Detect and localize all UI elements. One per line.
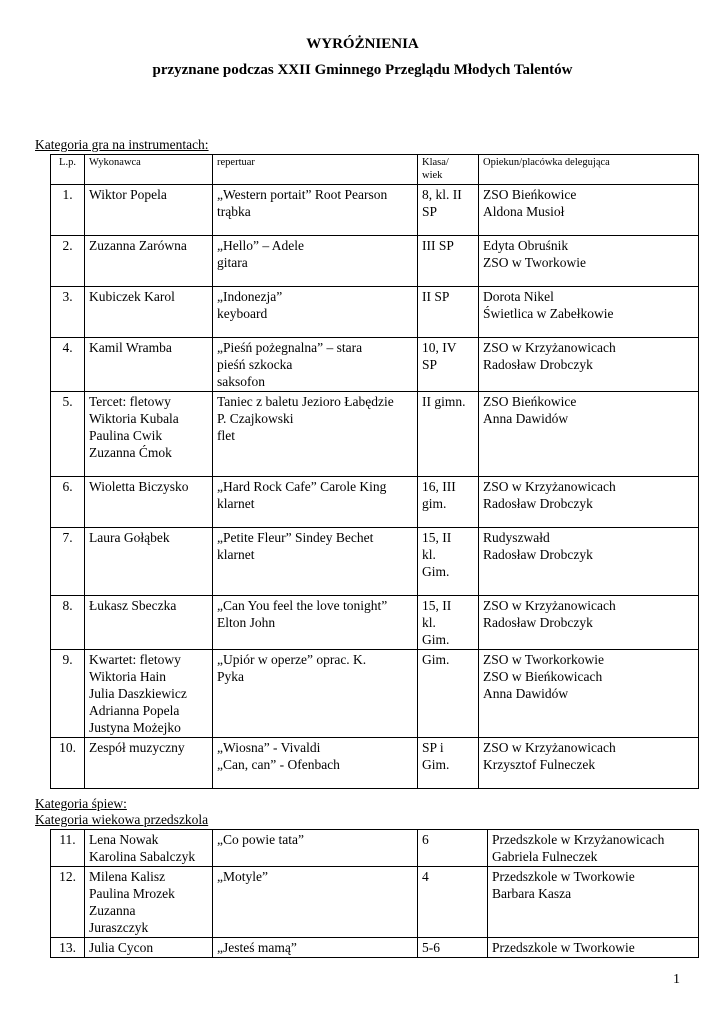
table-row [51,738,699,789]
cell-performer: Kwartet: fletowy Wiktoria Hain Julia Daszkiewicz Adrianna Popela Justyna Możejko [85,650,213,738]
cell-class-age: Gim. [418,650,479,738]
cell-repertoire: „Hello” – Adele gitara [213,236,418,287]
cell-lp: 12. [51,867,85,938]
cell-performer: Kamil Wramba [85,338,213,392]
cell-supervisor: ZSO Bieńkowice Anna Dawidów [479,392,699,477]
header-repertoire: repertuar [213,155,418,185]
cell-supervisor: Przedszkole w Krzyżanowicach Gabriela Fulneczek [488,830,699,867]
table-row [51,477,699,528]
cell-class-age: 5-6 [418,938,488,958]
cell-repertoire: Taniec z baletu Jezioro Łabędzie P. Czajkowski flet [213,392,418,477]
cell-class-age: 15, II kl. Gim. [418,596,479,650]
cell-performer: Zuzanna Zarówna [85,236,213,287]
cell-repertoire: „Indonezja” keyboard [213,287,418,338]
cell-lp: 7. [51,528,85,596]
table-row [51,287,699,338]
cell-repertoire: „Motyle” [213,867,418,938]
cell-class-age: II SP [418,287,479,338]
cell-supervisor: ZSO w Krzyżanowicach Krzysztof Fulneczek [479,738,699,789]
cell-repertoire: „Hard Rock Cafe” Carole King klarnet [213,477,418,528]
cell-supervisor: ZSO Bieńkowice Aldona Musioł [479,185,699,236]
cell-class-age: II gimn. [418,392,479,477]
table-row [51,338,699,392]
cell-class-age: 6 [418,830,488,867]
cell-supervisor: Rudyszwałd Radosław Drobczyk [479,528,699,596]
cell-performer: Milena Kalisz Paulina Mrozek Zuzanna Juraszczyk [85,867,213,938]
cell-performer: Laura Gołąbek [85,528,213,596]
cell-class-age: 15, II kl. Gim. [418,528,479,596]
cell-lp: 8. [51,596,85,650]
cell-lp: 6. [51,477,85,528]
cell-repertoire: „Upiór w operze” oprac. K. Pyka [213,650,418,738]
table-row [51,650,699,738]
cell-supervisor: Przedszkole w Tworkowie [488,938,699,958]
category-preschool-heading: Kategoria wiekowa przedszkola [35,812,209,827]
cell-class-age: 8, kl. II SP [418,185,479,236]
cell-lp: 10. [51,738,85,789]
cell-repertoire: „Jesteś mamą” [213,938,418,958]
cell-class-age: 16, III gim. [418,477,479,528]
cell-repertoire: „Pieśń pożegnalna” – stara pieśń szkocka saksofon [213,338,418,392]
table-row [51,596,699,650]
cell-performer: Wiktor Popela [85,185,213,236]
table-row [51,528,699,596]
table-row [51,236,699,287]
cell-supervisor: ZSO w Krzyżanowicach Radosław Drobczyk [479,477,699,528]
instruments-table [50,154,699,789]
cell-lp: 4. [51,338,85,392]
cell-class-age: SP i Gim. [418,738,479,789]
table-row [51,830,699,867]
cell-performer: Zespół muzyczny [85,738,213,789]
cell-performer: Tercet: fletowy Wiktoria Kubala Paulina Cwik Zuzanna Ćmok [85,392,213,477]
page-number: 1 [673,972,680,987]
cell-performer: Julia Cycon [85,938,213,958]
cell-class-age: 10, IV SP [418,338,479,392]
cell-class-age: III SP [418,236,479,287]
cell-supervisor: Edyta Obruśnik ZSO w Tworkowie [479,236,699,287]
cell-performer: Wioletta Biczysko [85,477,213,528]
cell-lp: 13. [51,938,85,958]
cell-supervisor: ZSO w Krzyżanowicach Radosław Drobczyk [479,596,699,650]
cell-class-age: 4 [418,867,488,938]
header-supervisor: Opiekun/placówka delegująca [479,155,699,185]
cell-supervisor: Dorota Nikel Świetlica w Zabełkowie [479,287,699,338]
table-row [51,392,699,477]
table-row [51,938,699,958]
document-title: WYRÓŻNIENIA [306,36,419,52]
cell-repertoire: „Petite Fleur” Sindey Bechet klarnet [213,528,418,596]
table-row [51,185,699,236]
cell-lp: 2. [51,236,85,287]
header-lp: L.p. [51,155,85,185]
cell-lp: 5. [51,392,85,477]
table-row [51,867,699,938]
header-performer: Wykonawca [85,155,213,185]
cell-lp: 11. [51,830,85,867]
category-singing-heading: Kategoria śpiew: [35,796,127,811]
cell-lp: 1. [51,185,85,236]
cell-performer: Kubiczek Karol [85,287,213,338]
cell-repertoire: „Western portait” Root Pearson trąbka [213,185,418,236]
cell-supervisor: ZSO w Krzyżanowicach Radosław Drobczyk [479,338,699,392]
cell-performer: Lena Nowak Karolina Sabalczyk [85,830,213,867]
cell-repertoire: „Can You feel the love tonight” Elton John [213,596,418,650]
cell-performer: Łukasz Sbeczka [85,596,213,650]
cell-repertoire: „Wiosna” - Vivaldi „Can, can” - Ofenbach [213,738,418,789]
cell-lp: 9. [51,650,85,738]
header-class-age: Klasa/ wiek [418,155,479,185]
cell-supervisor: ZSO w Tworkorkowie ZSO w Bieńkowicach Anna Dawidów [479,650,699,738]
cell-supervisor: Przedszkole w Tworkowie Barbara Kasza [488,867,699,938]
table-header-row [51,155,699,185]
cell-repertoire: „Co powie tata” [213,830,418,867]
category-instruments-heading: Kategoria gra na instrumentach: [35,137,209,152]
cell-lp: 3. [51,287,85,338]
singing-table [50,829,699,958]
document-subtitle: przyznane podczas XXII Gminnego Przeglądu Młodych Talentów [152,62,573,78]
